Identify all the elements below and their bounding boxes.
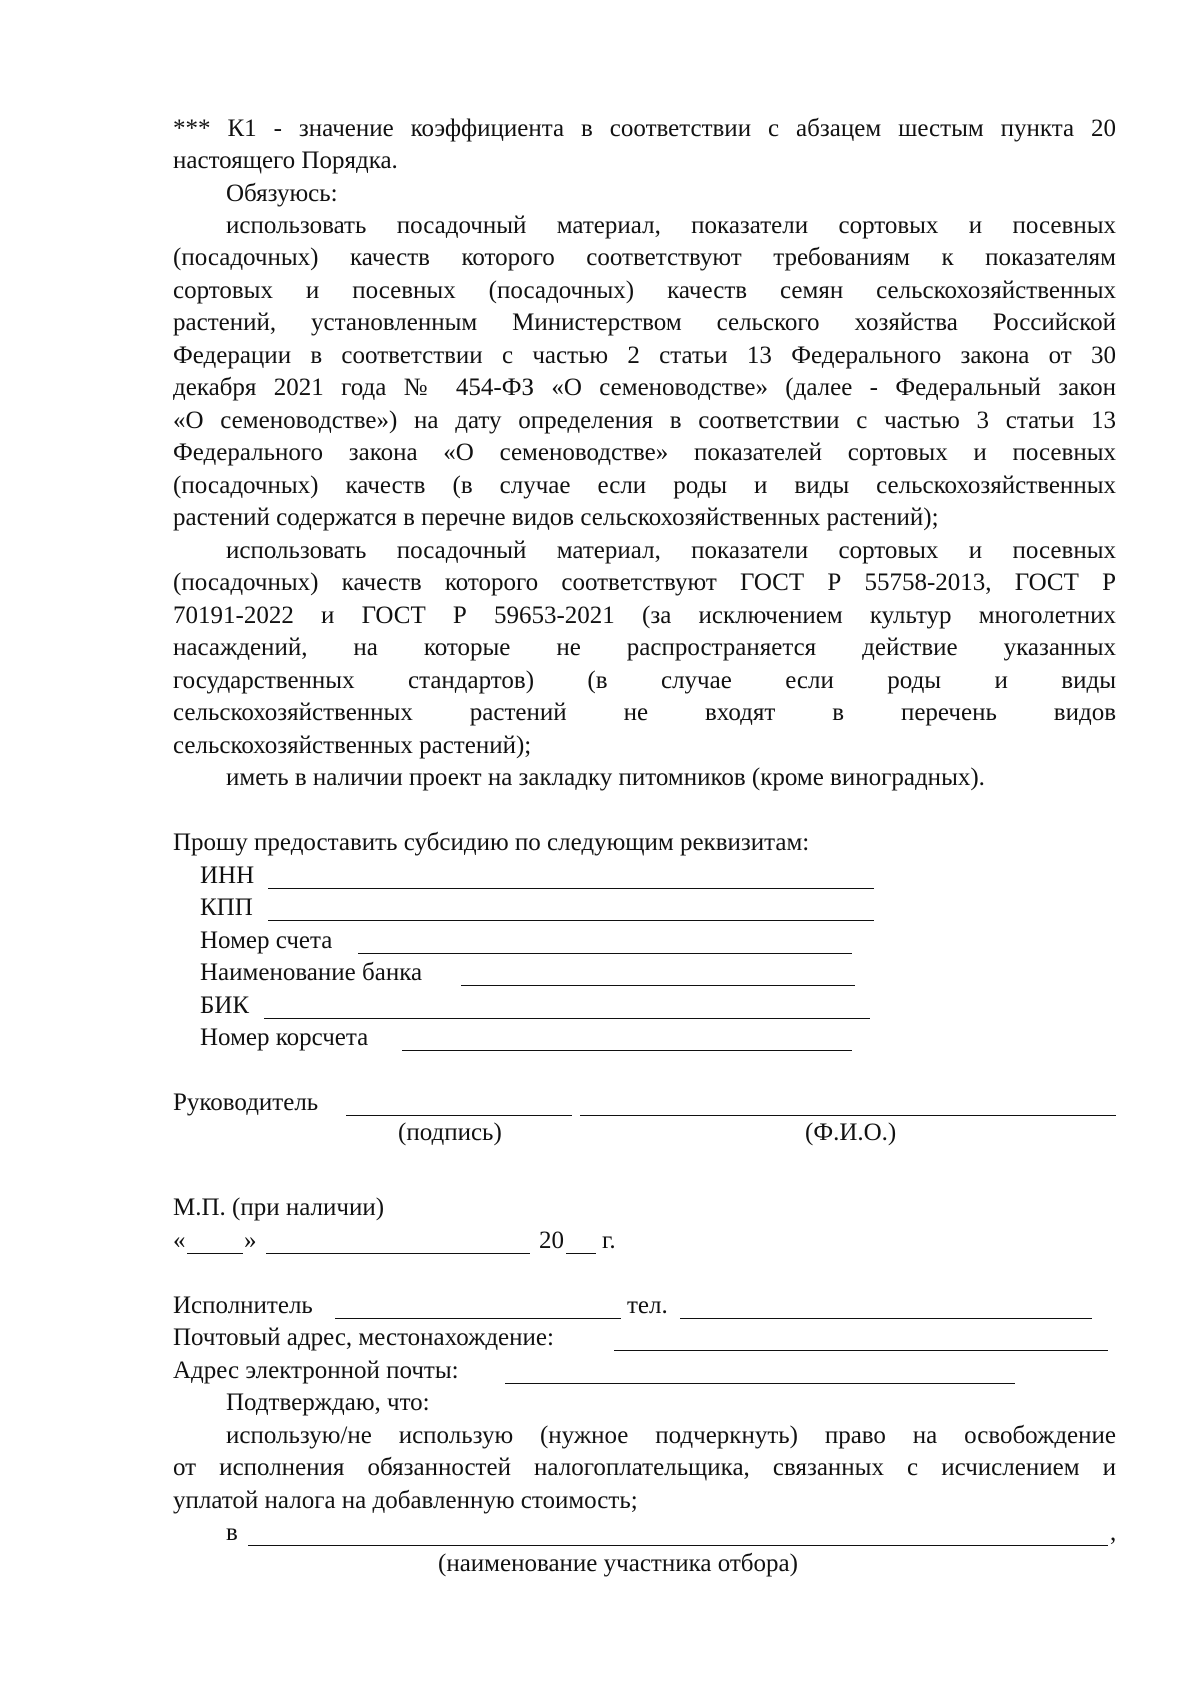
commitment-1-line: Федерации в соответствии с частью 2 статьи 13 Федерального закона от 30	[173, 342, 1116, 369]
head-label: Руководитель	[173, 1089, 319, 1116]
email-label: Адрес электронной почты:	[173, 1357, 459, 1384]
date-year-field[interactable]	[566, 1253, 596, 1254]
bik-field[interactable]	[264, 1018, 870, 1019]
phone-field[interactable]	[680, 1318, 1092, 1319]
account-label: Номер счета	[200, 927, 333, 954]
commitment-1-line: (посадочных) качеств которого соответствуют требованиям к показателям	[173, 244, 1116, 271]
phone-label: тел.	[627, 1292, 668, 1319]
commitment-2-line: государственных стандартов) (в случае если роды и виды	[173, 667, 1116, 694]
participant-field[interactable]	[248, 1545, 1108, 1546]
date-day-field[interactable]	[187, 1253, 243, 1254]
commitment-2-line: (посадочных) качеств которого соответствуют ГОСТ Р 55758-2013, ГОСТ Р	[173, 569, 1116, 596]
inn-field[interactable]	[268, 888, 874, 889]
footnote-line-1: *** К1 - значение коэффициента в соответствии с абзацем шестым пункта 20	[173, 115, 1116, 142]
bank-field[interactable]	[461, 985, 855, 986]
footnote-line-2: настоящего Порядка.	[173, 147, 398, 174]
commitment-1-line: использовать посадочный материал, показатели сортовых и посевных	[226, 212, 1116, 239]
confirmation-line: уплатой налога на добавленную стоимость;	[173, 1487, 638, 1514]
commitment-2-line: насаждений, на которые не распространяется действие указанных	[173, 634, 1116, 661]
stamp-label: М.П. (при наличии)	[173, 1194, 385, 1221]
corr-account-field[interactable]	[402, 1050, 852, 1051]
account-field[interactable]	[358, 953, 852, 954]
confirmation-line: от исполнения обязанностей налогоплательщика, связанных с исчислением и	[173, 1454, 1116, 1481]
commitment-1-line: сортовых и посевных (посадочных) качеств семян сельскохозяйственных	[173, 277, 1116, 304]
postal-field[interactable]	[614, 1350, 1108, 1351]
participant-caption: (наименование участника отбора)	[438, 1550, 798, 1577]
in-prefix: в	[226, 1519, 238, 1546]
head-name-field[interactable]	[580, 1115, 1116, 1116]
bik-label: БИК	[200, 992, 250, 1019]
signature-caption: (подпись)	[398, 1119, 502, 1146]
commitment-2-line: использовать посадочный материал, показатели сортовых и посевных	[226, 537, 1116, 564]
postal-label: Почтовый адрес, местонахождение:	[173, 1324, 554, 1351]
commitments-heading: Обязуюсь:	[226, 180, 338, 207]
executor-field[interactable]	[335, 1318, 621, 1319]
commitment-2-line: сельскохозяйственных растений не входят в перечень видов	[173, 699, 1116, 726]
kpp-label: КПП	[200, 894, 253, 921]
bank-label: Наименование банка	[200, 959, 423, 986]
date-close-quote: »	[244, 1227, 257, 1254]
trailing-comma: ,	[1110, 1519, 1117, 1546]
kpp-field[interactable]	[268, 920, 874, 921]
year-prefix: 20	[539, 1227, 564, 1254]
commitment-1-line: растений, установленным Министерством сельского хозяйства Российской	[173, 309, 1116, 336]
confirmation-heading: Подтверждаю, что:	[226, 1389, 430, 1416]
signature-field[interactable]	[346, 1115, 572, 1116]
commitment-1-line: растений содержатся в перечне видов сельскохозяйственных растений);	[173, 504, 939, 531]
requisites-heading: Прошу предоставить субсидию по следующим реквизитам:	[173, 829, 810, 856]
date-open-quote: «	[173, 1227, 186, 1254]
executor-label: Исполнитель	[173, 1292, 313, 1319]
inn-label: ИНН	[200, 862, 255, 889]
confirmation-line: использую/не использую (нужное подчеркнуть) право на освобождение	[226, 1422, 1116, 1449]
commitment-1-line: (посадочных) качеств (в случае если роды и виды сельскохозяйственных	[173, 472, 1116, 499]
corr-account-label: Номер корсчета	[200, 1024, 369, 1051]
commitment-2-line: 70191-2022 и ГОСТ Р 59653-2021 (за исключением культур многолетних	[173, 602, 1116, 629]
date-month-field[interactable]	[266, 1253, 530, 1254]
commitment-1-line: декабря 2021 года № 454-ФЗ «О семеноводстве» (далее - Федеральный закон	[173, 374, 1116, 401]
commitment-1-line: Федерального закона «О семеноводстве» показателей сортовых и посевных	[173, 439, 1116, 466]
commitment-1-line: «О семеноводстве») на дату определения в соответствии с частью 3 статьи 13	[173, 407, 1116, 434]
name-caption: (Ф.И.О.)	[805, 1119, 897, 1146]
year-suffix: г.	[602, 1227, 616, 1254]
email-field[interactable]	[505, 1383, 1015, 1384]
commitment-3-line: иметь в наличии проект на закладку питомников (кроме виноградных).	[226, 764, 985, 791]
commitment-2-line: сельскохозяйственных растений);	[173, 732, 532, 759]
